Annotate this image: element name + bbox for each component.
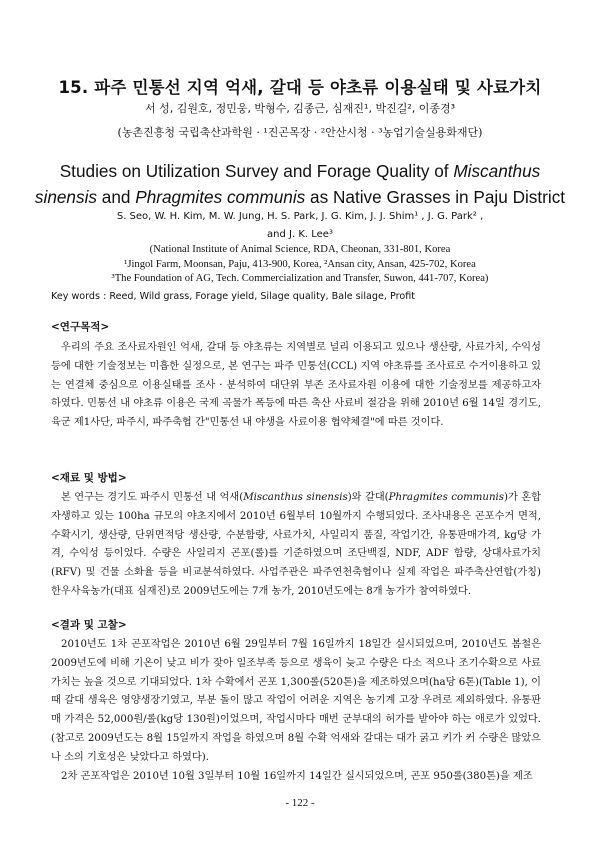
methods-text	[51, 489, 541, 602]
results-text: 2차 곤포작업은 2010년 10월 3일부터 10월 16일까지 14일간 실시되었으며, 곤포 950롤(380톤)을 제조	[61, 770, 533, 782]
methods-text-part: )가 혼합 자생하고 있는 100ha 규모의 야초지에서 2010년 6월부터 10월까지 수행되었다. 조사내용은 곤포수거 면적, 수확시기, 생산량, 단위면적당 생산량, 수분함량, 사료가치, 사일리지 품질, 작업기간, 유통판매가격, kg당 가격, 수익성 등이었다. 수량은 사일리지 곤포(롤)를 기준하였으며 조단백질, NDF, ADF 함량, 상대사료가치(RFV) 및 건물 소화율 등을 비교분석하였다. 사업주관은 파주연천축협이나 실제 작업은 파주축산연합(가칭) 한우사육농가(대표 심재진)로 2009년도에는 7개 농가, 2010년도에는 8개 농가가 참여하였다.	[51, 492, 541, 597]
english-title-part: as Native Grasses in Paju District	[305, 187, 566, 207]
section-heading-methods: <재료 및 방법>	[51, 472, 127, 484]
english-title-part: Studies on Utilization Survey and Forage Quality of	[59, 161, 454, 181]
korean-title: 15. 파주 민통선 지역 억새, 갈대 등 야초류 이용실태 및 사료가치	[58, 78, 542, 97]
english-title-part: and	[97, 187, 136, 207]
english-affiliation-line: ¹Jingol Farm, Moonsan, Paju, 413-900, Korea, ²Ansan city, Ansan, 425-702, Korea	[124, 258, 476, 270]
english-title-species: Phragmites communis	[135, 187, 306, 207]
section-heading-purpose: <연구목적>	[51, 321, 110, 333]
english-title-species: sinensis	[34, 187, 98, 207]
species-name: Phragmites communis	[388, 492, 505, 503]
english-affiliations	[10, 243, 590, 287]
keywords: Key words : Reed, Wild grass, Forage yield, Silage quality, Bale silage, Profit	[51, 291, 416, 302]
korean-affiliations: (농촌진흥청 국립축산과학원 · ¹진곤목장 · ²안산시청 · ³농업기술실용화재단)	[117, 126, 483, 139]
section-heading-results: <결과 및 고찰>	[51, 619, 127, 631]
korean-authors: 서 성, 김원호, 정민웅, 박형수, 김종근, 심재진¹, 박진길², 이종경³	[144, 102, 456, 115]
english-title-species: Miscanthus	[453, 161, 541, 181]
results-text: 2010년도 1차 곤포작업은 2010년 6월 29일부터 7월 16일까지 18일간 실시되었으며, 2010년도 봄철은 2009년도에 비해 기온이 낮고 비가 잦아 일조부족 등으로 생육이 늦고 수량은 다소 적으나 조기수확으로 사료가치는 높을 것으로 기대되었다. 1차 수확에서 곤포 1,300롤(520톤)을 제조하였으며(ha당 6톤)(Table 1), 이때 갈대 생육은 영양생장기였고, 부분 돌이 많고 작업이 어려운 지역은 농기계 고장 우려로 제외하였다. 유통판매 가격은 52,000원/롤(kg당 130원)이었으며, 작업시마다 매번 군부대의 허가를 받아야 하는 애로가 있었다. (참고로 2009년도는 8월 15일까지 작업을 하였으며 8월 수확 억새와 갈대는 대가 굵고 키가 커 수량은 많았으나 소의 기호성은 낮았다고 하였다).	[51, 639, 541, 763]
species-name: Miscanthus sinensis	[243, 492, 348, 503]
methods-paragraph	[51, 489, 541, 602]
methods-text-part: 본 연구는 경기도 파주시 민통선 내 억새(	[61, 492, 244, 503]
results-paragraph	[51, 636, 541, 786]
purpose-paragraph	[51, 339, 541, 433]
english-authors-line: and J. K. Lee³	[267, 229, 333, 240]
purpose-text: 우리의 주요 조사료자원인 억새, 갈대 등 야초류는 지역별로 널리 이용되고 있으나 생산량, 사료가치, 수익성 등에 대한 기술정보는 미흡한 실정으로, 본 연구는 파주 민통선(CCL) 지역 야초류를 조사료로 수거이용하고 있는 연결체 중심으로 이용실태를 조사 · 분석하여 대단위 부존 조사료자원 이용에 대한 기술정보를 제공하고자 하였다. 민통선 내 야초류 이용은 국제 곡물가 폭등에 따른 축산 사료비 절감을 위해 2010년 6월 14일 경기도, 육군 제1사단, 파주시, 파주축협 간"민통선 내 야생을 사료이용 협약체결"에 따른 것이다.	[51, 342, 541, 429]
page-number: - 122 -	[285, 797, 315, 809]
english-title	[20, 158, 580, 210]
methods-text-part: )와 갈대(	[347, 492, 389, 503]
english-affiliation-line: ³The Foundation of AG, Tech. Commercialization and Transfer, Suwon, 441-707, Korea)	[111, 273, 489, 284]
english-authors	[20, 208, 580, 244]
english-affiliation-line: (National Institute of Animal Science, RDA, Cheonan, 331-801, Korea	[149, 244, 451, 255]
english-authors-line: S. Seo, W. H. Kim, M. W. Jung, H. S. Park, J. G. Kim, J. J. Shim¹ , J. G. Park² ,	[116, 211, 484, 222]
